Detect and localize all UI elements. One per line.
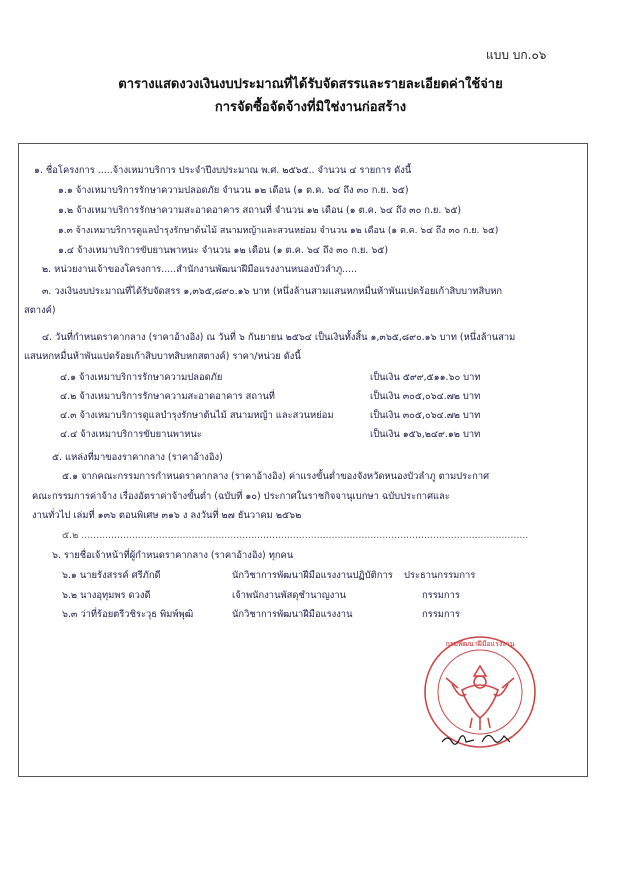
department-seal-stamp xyxy=(400,630,570,760)
section1-item-3: ๑.๓ จ้างเหมาบริการดูแลบำรุงรักษาต้นไม้ สนามหญ้าและสวนหย่อม จำนวน ๑๒ เดือน (๑ ต.ค. ๖๔ ถึง ๓๐ ก.ย. ๖๕) xyxy=(58,226,499,236)
section4-item-2-amount: เป็นเงิน ๓๐๕,๐๖๔.๗๒ บาท xyxy=(370,391,481,402)
section6-heading: ๖. รายชื่อเจ้าหน้าที่ผู้กำหนดราคากลาง (ราคาอ้างอิง) ทุกคน xyxy=(52,550,294,561)
section4-item-4-amount: เป็นเงิน ๑๕๖,๒๔๙.๑๒ บาท xyxy=(370,429,481,440)
member-3-position: นักวิชาการพัฒนาฝีมือแรงงาน xyxy=(232,609,353,620)
document-title-line1: ตารางแสดงวงเงินงบประมาณที่ได้รับจัดสรรและรายละเอียดค่าใช้จ่าย xyxy=(118,77,503,92)
section4-line1: ๔. วันที่กำหนดราคากลาง (ราคาอ้างอิง) ณ วันที่ ๖ กันยายน ๒๕๖๔ เป็นเงินทั้งสิ้น ๑,๓๖๕,๘๙๐.๑๖ บาท (หนึ่งล้านสาม xyxy=(42,332,516,343)
section5-heading: ๕. แหล่งที่มาของราคากลาง (ราคาอ้างอิง) xyxy=(52,452,223,463)
svg-text:กรมพัฒนาฝีมือแรงงาน: กรมพัฒนาฝีมือแรงงาน xyxy=(445,640,515,648)
member-1-role: ประธานกรรมการ xyxy=(404,570,476,581)
section1-item-2: ๑.๒ จ้างเหมาบริการรักษาความสะอาดอาคาร สถานที่ จำนวน ๑๒ เดือน (๑ ต.ค. ๖๔ ถึง ๓๐ ก.ย. ๖๕) xyxy=(58,205,462,216)
member-2-role: กรรมการ xyxy=(422,590,460,601)
member-1-name: ๖.๑ นายรังสรรค์ ศรีภักดี xyxy=(62,570,161,581)
member-2-name: ๖.๒ นางอุทุมพร ดวงดี xyxy=(62,590,151,601)
member-1-position: นักวิชาการพัฒนาฝีมือแรงงานปฏิบัติการ xyxy=(232,570,393,581)
section4-item-3-amount: เป็นเงิน ๓๐๕,๐๖๔.๗๒ บาท xyxy=(370,410,481,421)
section5-line2: คณะกรรมการค่าจ้าง เรื่องอัตราค่าจ้างขั้นต่ำ (ฉบับที่ ๑๐) ประกาศในราชกิจจานุเบกษา ฉบับประกาศและ xyxy=(32,491,450,502)
form-code: แบบ บก.๐๖ xyxy=(486,48,547,62)
section4-item-4-label: ๔.๔ จ้างเหมาบริการขับยานพาหนะ xyxy=(60,429,202,440)
section4-item-2-label: ๔.๒ จ้างเหมาบริการรักษาความสะอาดอาคาร สถานที่ xyxy=(60,391,275,402)
section1-item-4: ๑.๔ จ้างเหมาบริการขับยานพาหนะ จำนวน ๑๒ เดือน (๑ ต.ค. ๖๔ ถึง ๓๐ ก.ย. ๖๕) xyxy=(58,245,389,256)
section4-line2: แสนหกหมื่นห้าพันแปดร้อยเก้าสิบบาทสิบหกสตางค์) ราคา/หน่วย ดังนี้ xyxy=(24,351,301,362)
member-2-position: เจ้าพนักงานพัสดุชำนาญงาน xyxy=(232,590,347,601)
section4-item-1-amount: เป็นเงิน ๕๙๙,๕๑๑.๖๐ บาท xyxy=(370,372,481,383)
member-3-role: กรรมการ xyxy=(422,609,460,620)
section1-heading: ๑. ชื่อโครงการ .....จ้างเหมาบริการ ประจำปีงบประมาณ พ.ศ. ๒๕๖๕.. จำนวน ๔ รายการ ดังนี้ xyxy=(34,165,412,176)
section3-line2: สตางค์) xyxy=(24,305,56,316)
section4-item-1-label: ๔.๑ จ้างเหมาบริการรักษาความปลอดภัย xyxy=(60,372,223,383)
section5-line1: ๕.๑ จากคณะกรรมการกำหนดราคากลาง (ราคาอ้างอิง) ค่าแรงขั้นต่ำของจังหวัดหนองบัวลำภู ตามประกาศ xyxy=(62,471,490,482)
section4-item-3-label: ๔.๓ จ้างเหมาบริการดูแลบำรุงรักษาต้นไม้ สนามหญ้า และสวนหย่อม xyxy=(60,410,334,421)
document-title-line2: การจัดซื้อจัดจ้างที่มิใช่งานก่อสร้าง xyxy=(214,100,407,115)
section5-line3: งานทั่วไป เล่มที่ ๑๓๖ ตอนพิเศษ ๓๑๖ ง ลงวันที่ ๒๗ ธันวาคม ๒๕๖๒ xyxy=(32,510,302,521)
member-3-name: ๖.๓ ว่าที่ร้อยตรีวชิระวุธ พิมพ์พุฒิ xyxy=(62,609,194,620)
section2-owner: ๒. หน่วยงานเจ้าของโครงการ.....สำนักงานพัฒนาฝีมือแรงงานหนองบัวลำภู..... xyxy=(42,264,358,275)
section5-line4: ๕.๒ ...................................................................................................................................................... xyxy=(62,530,529,541)
section1-item-1: ๑.๑ จ้างเหมาบริการรักษาความปลอดภัย จำนวน ๑๒ เดือน (๑ ต.ค. ๖๔ ถึง ๓๐ ก.ย. ๖๕) xyxy=(58,185,409,196)
section3-line1: ๓. วงเงินงบประมาณที่ได้รับจัดสรร ๑,๓๖๕,๘๙๐.๑๖ บาท (หนึ่งล้านสามแสนหกหมื่นห้าพันแปดร้อยเก้าสิบบาทสิบหก xyxy=(42,286,503,297)
